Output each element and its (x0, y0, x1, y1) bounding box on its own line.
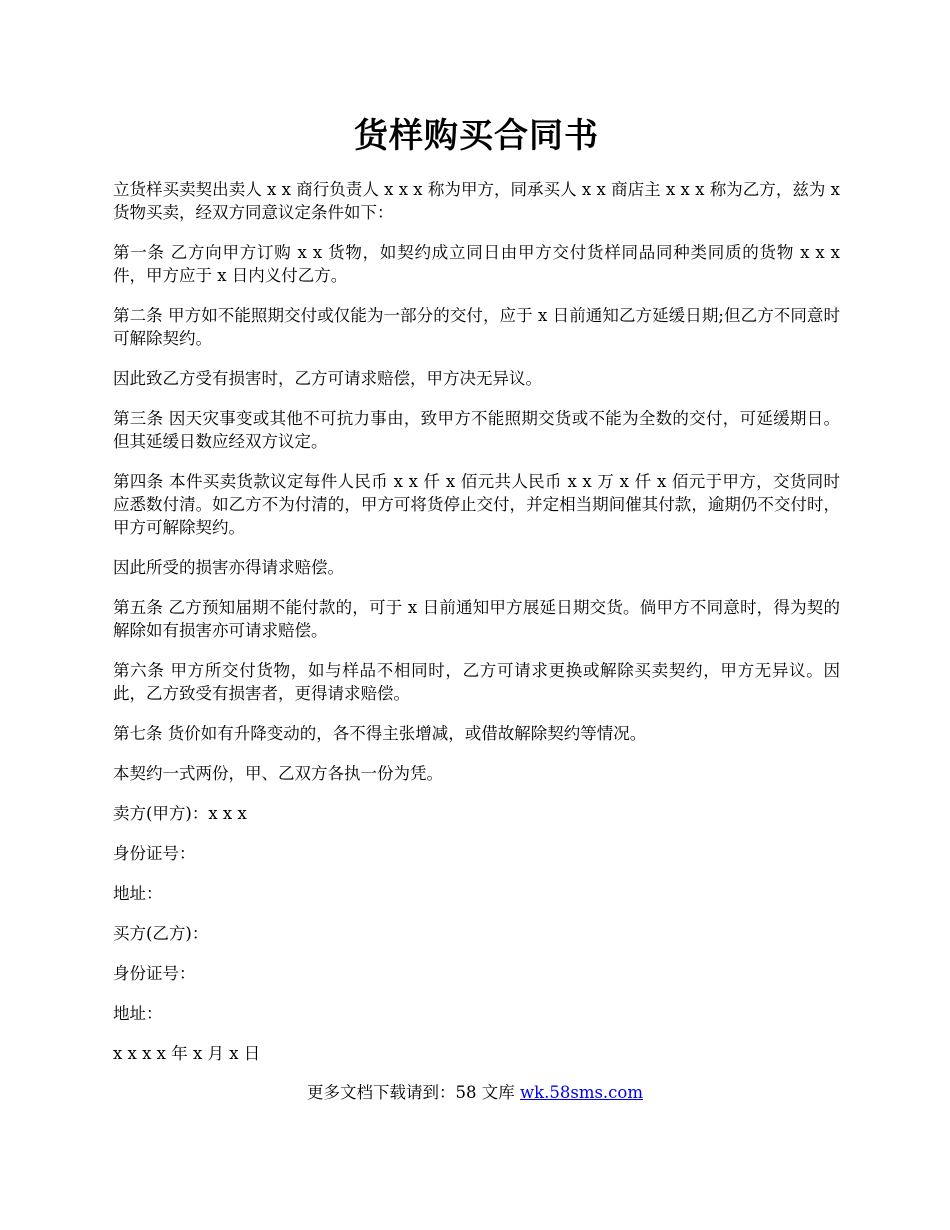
paragraph-article-2-cont: 因此致乙方受有损害时，乙方可请求赔偿，甲方决无异议。 (113, 369, 542, 388)
seller-line: 卖方(甲方)：x x x (113, 804, 247, 823)
footer (0, 1081, 950, 1104)
buyer-id-line: 身份证号： (113, 964, 196, 983)
paragraph-article-7: 第七条 货价如有升降变动的，各不得主张增减，或借故解除契约等情况。 (113, 724, 647, 743)
paragraph-article-2: 第二条 甲方如不能照期交付或仅能为一部分的交付，应于 x 日前通知乙方延缓日期;但乙方不同意时可解除契约。 (113, 306, 840, 348)
buyer-address-line: 地址： (113, 1004, 163, 1023)
paragraph-intro: 立货样买卖契出卖人 x x 商行负责人 x x x 称为甲方，同承买人 x x 商店主 x x x 称为乙方，兹为 x 货物买卖，经双方同意议定条件如下： (113, 180, 840, 222)
paragraph-article-4-cont: 因此所受的损害亦得请求赔偿。 (113, 558, 344, 577)
paragraph-article-6: 第六条 甲方所交付货物，如与样品不相同时，乙方可请求更换或解除买卖契约，甲方无异议。因此，乙方致受有损害者，更得请求赔偿。 (113, 661, 840, 703)
paragraph-article-1: 第一条 乙方向甲方订购 x x 货物，如契约成立同日由甲方交付货样同品同种类同质的货物 x x x 件，甲方应于 x 日内义付乙方。 (113, 243, 840, 285)
footer-text: 更多文档下载请到：58 文库 (306, 1083, 520, 1102)
date-line: x x x x 年 x 月 x 日 (113, 1044, 261, 1063)
seller-id-line: 身份证号： (113, 844, 196, 863)
paragraph-article-3: 第三条 因天灾事变或其他不可抗力事由，致甲方不能照期交货或不能为全数的交付，可延缓期日。但其延缓日数应经双方议定。 (113, 409, 840, 451)
buyer-line: 买方(乙方)： (113, 924, 209, 943)
document-title: 货样购买合同书 (354, 116, 599, 156)
paragraph-copies: 本契约一式两份，甲、乙双方各执一份为凭。 (113, 764, 443, 783)
footer-link[interactable]: wk.58sms.com (519, 1083, 643, 1102)
seller-address-line: 地址： (113, 884, 163, 903)
paragraph-article-5: 第五条 乙方预知届期不能付款的，可于 x 日前通知甲方展延日期交货。倘甲方不同意时，得为契的解除如有损害亦可请求赔偿。 (113, 598, 840, 640)
paragraph-article-4: 第四条 本件买卖货款议定每件人民币 x x 仟 x 佰元共人民币 x x 万 x 仟 x 佰元于甲方，交货同时应悉数付清。如乙方不为付清的，甲方可将货停止交付，并定相当期间催其付款，逾期仍不交付时，甲方可解除契约。 (113, 472, 840, 537)
document-body (113, 178, 840, 1082)
